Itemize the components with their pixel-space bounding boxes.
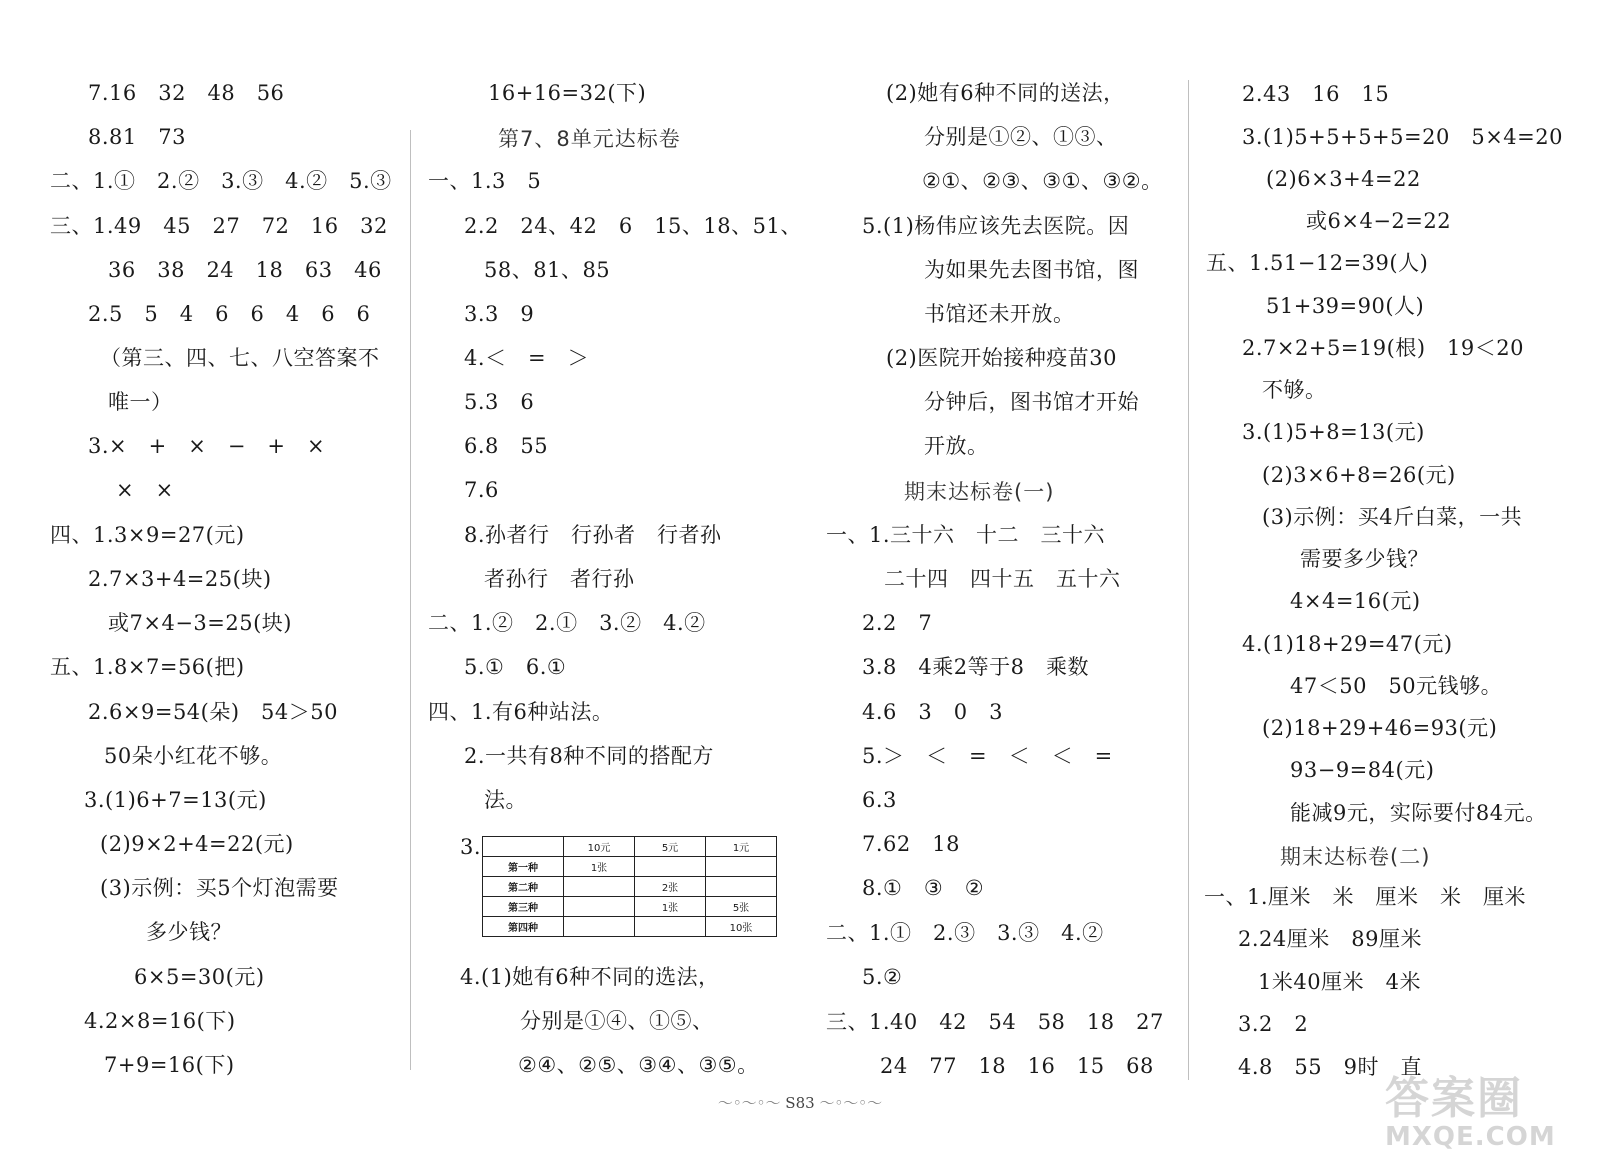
answer-line: 5.＞ ＜ = ＜ ＜ = — [862, 744, 1113, 768]
answer-line: 4.(1)她有6种不同的选法， — [460, 965, 720, 989]
table-cell — [635, 917, 706, 937]
answer-line: 二十四 四十五 五十六 — [884, 567, 1121, 591]
answer-line: 2.43 16 15 — [1242, 82, 1390, 106]
answer-line: 二、1.① 2.② 3.③ 4.② 5.③ — [50, 169, 392, 193]
answer-line: (3)示例：买5个灯泡需要 — [100, 876, 339, 900]
answer-line: 36 38 24 18 63 46 — [108, 258, 382, 282]
answer-line: (3)示例：买4斤白菜，一共 — [1262, 505, 1523, 529]
watermark-logo — [1385, 1062, 1585, 1162]
table-cell: 第一种 — [483, 857, 564, 877]
table-cell — [483, 837, 564, 857]
answer-line: 7.62 18 — [862, 832, 960, 856]
money-combination-table — [482, 836, 777, 937]
answer-line: (2)她有6种不同的送法， — [886, 81, 1125, 105]
section-title: 第7、8单元达标卷 — [498, 127, 681, 151]
answer-line: × × — [116, 478, 174, 502]
table-cell: 第三种 — [483, 897, 564, 917]
section-title: 期末达标卷(一) — [904, 480, 1055, 504]
answer-line: 5.(1)杨伟应该先去医院。因 — [862, 214, 1130, 238]
answer-line: 3.3 9 — [464, 302, 535, 326]
table-cell: 1张 — [635, 897, 706, 917]
answer-line: 6.3 — [862, 788, 897, 812]
answer-line: 5.② — [862, 965, 903, 989]
answer-line: 1米40厘米 4米 — [1258, 970, 1421, 994]
table-cell: 10张 — [706, 917, 777, 937]
answer-line: 8.孙者行 行孙者 行者孙 — [464, 523, 722, 547]
answer-line: ②④、②⑤、③④、③⑤。 — [518, 1053, 759, 1077]
answer-line: 7.6 — [464, 478, 499, 502]
table-cell — [564, 877, 635, 897]
answer-line: 8.81 73 — [88, 125, 186, 149]
answer-line: 能减9元，实际要付84元。 — [1290, 801, 1547, 825]
answer-line: 4.6 3 0 3 — [862, 700, 1003, 724]
answer-line: 8.① ③ ② — [862, 876, 985, 900]
answer-line: 不够。 — [1262, 378, 1327, 402]
answer-line: 24 77 18 16 15 68 — [880, 1054, 1154, 1078]
answer-line: 47＜50 50元钱够。 — [1290, 674, 1503, 698]
table-row — [483, 897, 777, 917]
answer-line: 二、1.② 2.① 3.② 4.② — [428, 611, 706, 635]
answer-line: 五、1.51−12=39(人) — [1206, 251, 1429, 275]
answer-line: 4.(1)18+29=47(元) — [1242, 632, 1453, 656]
answer-line: 4.8 55 9时 直 — [1238, 1055, 1422, 1079]
table-cell: 10元 — [564, 837, 635, 857]
answer-line: 三、1.40 42 54 58 18 27 — [826, 1010, 1164, 1034]
answer-line: 2.7×3+4=25(块) — [88, 567, 272, 591]
answer-line: 5.① 6.① — [464, 655, 567, 679]
section-title: 期末达标卷(二) — [1280, 845, 1431, 869]
table-row — [483, 917, 777, 937]
answer-line: 为如果先去图书馆，图 — [924, 258, 1139, 282]
table-cell: 1元 — [706, 837, 777, 857]
answer-line: 分别是①④、①⑤、 — [520, 1009, 714, 1033]
answer-line: 者孙行 者行孙 — [484, 567, 635, 591]
answer-line: 书馆还未开放。 — [924, 302, 1075, 326]
table-cell — [564, 917, 635, 937]
ornament-left: 〜◦〜◦〜 — [717, 1094, 786, 1112]
answer-line: 三、1.49 45 27 72 16 32 — [50, 214, 388, 238]
table-cell: 第二种 — [483, 877, 564, 897]
answer-line: (2)医院开始接种疫苗30 — [886, 346, 1117, 370]
table-cell: 5张 — [706, 897, 777, 917]
answer-line: (2)18+29+46=93(元) — [1262, 716, 1498, 740]
column-divider — [1188, 80, 1189, 1080]
answer-line: 分别是①②、①③、 — [924, 125, 1118, 149]
answer-line: (2)9×2+4=22(元) — [100, 832, 294, 856]
answer-line: （第三、四、七、八空答案不 — [100, 346, 380, 370]
answer-line: 2.7×2+5=19(根) 19＜20 — [1242, 336, 1524, 360]
answer-line: 3.× + × − + × — [88, 434, 326, 458]
answer-line: 需要多少钱？ — [1300, 547, 1429, 571]
answer-line: 3. — [460, 835, 482, 859]
table-cell: 第四种 — [483, 917, 564, 937]
table-cell — [564, 897, 635, 917]
answer-line: 一、1.厘米 米 厘米 米 厘米 — [1204, 885, 1527, 909]
answer-line: 多少钱？ — [146, 920, 232, 944]
answer-line: 或6×4−2=22 — [1306, 209, 1452, 233]
answer-line: 唯一） — [108, 390, 173, 414]
answer-line: 2.24厘米 89厘米 — [1238, 927, 1422, 951]
answer-line: 2.一共有8种不同的搭配方 — [464, 744, 714, 768]
answer-line: 3.(1)5+5+5+5=20 5×4=20 — [1242, 125, 1563, 149]
answer-line: 6.8 55 — [464, 434, 549, 458]
answer-line: (2)3×6+8=26(元) — [1262, 463, 1456, 487]
column-divider — [410, 130, 411, 1070]
watermark-line2: MXQE.COM — [1385, 1122, 1556, 1152]
table-cell: 5元 — [635, 837, 706, 857]
ornament-right: 〜◦〜◦〜 — [819, 1094, 883, 1112]
table-cell — [706, 857, 777, 877]
answer-line: 2.6×9=54(朵) 54＞50 — [88, 700, 338, 724]
answer-line: 或7×4−3=25(块) — [108, 611, 292, 635]
answer-line: 16+16=32(下) — [488, 81, 647, 105]
table-cell — [635, 857, 706, 877]
answer-line: 7.16 32 48 56 — [88, 81, 285, 105]
answer-line: (2)6×3+4=22 — [1266, 167, 1421, 191]
answer-line: ②①、②③、③①、③②。 — [922, 169, 1163, 193]
answer-line: 四、1.3×9=27(元) — [50, 523, 245, 547]
page-number: S83 — [785, 1094, 815, 1112]
answer-line: 3.8 4乘2等于8 乘数 — [862, 655, 1089, 679]
answer-line: 3.(1)5+8=13(元) — [1242, 420, 1425, 444]
page-footer — [0, 1092, 1600, 1113]
answer-line: 一、1.3 5 — [428, 169, 542, 193]
answer-line: 四、1.有6种站法。 — [428, 700, 614, 724]
answer-line: 3.(1)6+7=13(元) — [84, 788, 267, 812]
answer-line: 4.2×8=16(下) — [84, 1009, 236, 1033]
answer-line: 3.2 2 — [1238, 1012, 1309, 1036]
answer-line: 58、81、85 — [484, 258, 611, 282]
answer-line: 二、1.① 2.③ 3.③ 4.② — [826, 921, 1104, 945]
answer-line: 6×5=30(元) — [134, 965, 265, 989]
table-row — [483, 877, 777, 897]
answer-line: 一、1.三十六 十二 三十六 — [826, 523, 1106, 547]
answer-line: 4×4=16(元) — [1290, 589, 1421, 613]
table-row — [483, 857, 777, 877]
answer-line: 4.＜ = ＞ — [464, 346, 590, 370]
answer-line: 7+9=16(下) — [104, 1053, 235, 1077]
answer-line: 五、1.8×7=56(把) — [50, 655, 245, 679]
answer-line: 93−9=84(元) — [1290, 758, 1435, 782]
table-cell: 2张 — [635, 877, 706, 897]
answer-line: 分钟后，图书馆才开始 — [924, 390, 1139, 414]
answer-line: 50朵小红花不够。 — [104, 744, 283, 768]
answer-line: 2.5 5 4 6 6 4 6 6 — [88, 302, 371, 326]
answer-line: 2.2 7 — [862, 611, 933, 635]
answer-line: 法。 — [484, 788, 527, 812]
table-header-row — [483, 837, 777, 857]
watermark-line1: 答案圈 — [1385, 1073, 1523, 1124]
answer-line: 开放。 — [924, 434, 989, 458]
answer-line: 2.2 24、42 6 15、18、51、 — [464, 214, 802, 238]
table-cell — [706, 877, 777, 897]
answer-line: 5.3 6 — [464, 390, 535, 414]
table-cell: 1张 — [564, 857, 635, 877]
answer-line: 51+39=90(人) — [1266, 294, 1425, 318]
